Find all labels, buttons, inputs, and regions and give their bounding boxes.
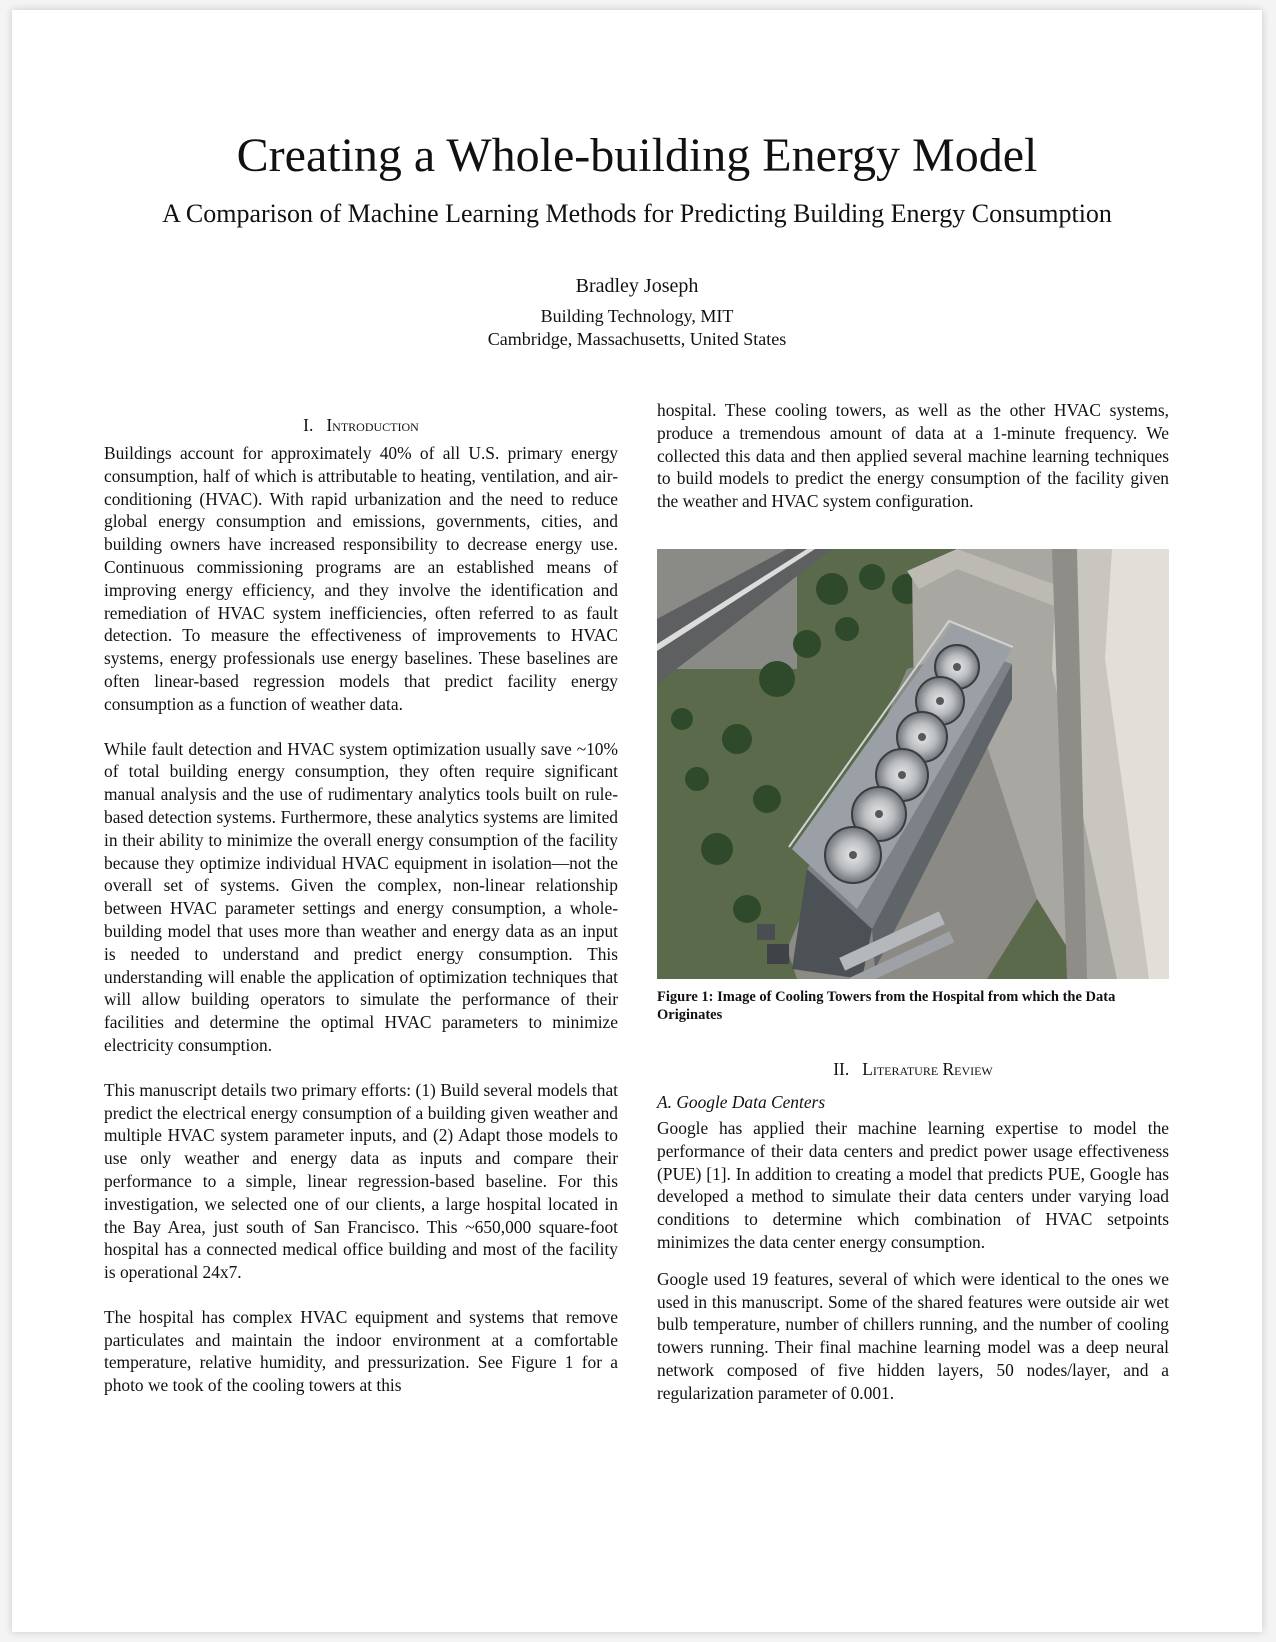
- intro-paragraph-2: While fault detection and HVAC system optimization usually save ~10% of total building energy consumption, they often require significant manual analysis and the use of rudimentary analytics tools built on rule-based detection systems. Furthermore, these analytics systems are limited in their ability to minimize the overall energy consumption of the facility because they optimize individual HVAC equipment in isolation—not the overall set of systems. Given the complex, non-linear relationship between HVAC parameter settings and energy consumption, a whole-building model that uses more than weather and energy data as an input is needed to understand and predict energy consumption. This understanding will enable the application of optimization techniques that will allow building operators to simulate the performance of their facilities and determine the optimal HVAC parameters to minimize electricity consumption.: [104, 738, 618, 1055]
- section-number: I.: [303, 415, 314, 435]
- literature-paragraph-1: Google has applied their machine learning expertise to model the performance of their data centers and predict power usage effectiveness (PUE) [1]. In addition to creating a model that predicts PUE, Google has developed a method to simulate their data centers under varying load conditions to determine which combination of HVAC setpoints minimizes the data center energy consumption.: [657, 1118, 1169, 1252]
- right-column-bottom: [657, 1091, 1169, 1405]
- author-name: Bradley Joseph: [575, 275, 699, 297]
- author-affiliation: Building Technology, MIT: [540, 306, 734, 326]
- figure-caption: Figure 1: Image of Cooling Towers from the Hospital from which the Data Originates: [657, 989, 1116, 1023]
- paper-title: Creating a Whole-building Energy Model: [236, 129, 1038, 182]
- section-heading-literature: [657, 1058, 1169, 1080]
- left-column: [104, 414, 618, 1397]
- paper-subtitle: A Comparison of Machine Learning Methods for Predicting Building Energy Consumption: [162, 199, 1112, 228]
- section-heading-introduction: [104, 414, 618, 436]
- section-number: II.: [833, 1059, 850, 1079]
- paper-page: [12, 10, 1262, 1632]
- intro-paragraph-continuation: hospital. These cooling towers, as well as the other HVAC systems, produce a tremendous amount of data at a 1-minute frequency. We collected this data and then applied several machine learning techniques to build models to predict the energy consumption of the facility given the weather and HVAC system configuration.: [657, 400, 1169, 512]
- intro-paragraph-3: This manuscript details two primary efforts: (1) Build several models that predict the electrical energy consumption of a building given weather and multiple HVAC system parameter inputs, and (2) Adapt those models to use only weather and energy data as inputs and compare their performance to a simple, linear regression-based baseline. For this investigation, we selected one of our clients, a large hospital located in the Bay Area, just south of San Francisco. This ~650,000 square-foot hospital has a connected medical office building and most of the facility is operational 24x7.: [104, 1079, 618, 1283]
- cooling-towers-photo: [657, 549, 1169, 979]
- author-location: Cambridge, Massachusetts, United States: [487, 329, 787, 349]
- cooling-towers-figure: [657, 549, 1169, 979]
- intro-paragraph-4: The hospital has complex HVAC equipment and systems that remove particulates and maintain the indoor environment at a comfortable temperature, relative humidity, and pressurization. See Figure 1 for a photo we took of the cooling towers at this: [104, 1306, 618, 1396]
- literature-paragraph-2: Google used 19 features, several of which were identical to the ones we used in this manuscript. Some of the shared features were outside air wet bulb temperature, number of chillers running, and the number of cooling towers running. Their final machine learning model was a deep neural network composed of five hidden layers, 50 nodes/layer, and a regularization parameter of 0.001.: [657, 1268, 1169, 1403]
- right-column-top: [657, 399, 1169, 513]
- section-title: Introduction: [326, 415, 419, 435]
- literature-heading-block: [657, 1058, 1169, 1086]
- intro-paragraph-1: Buildings account for approximately 40% of all U.S. primary energy consumption, half of which is attributable to heating, ventilation, and air-conditioning (HVAC). With rapid urbanization and the need to reduce global energy consumption and emissions, governments, cities, and building owners have increased responsibility to decrease energy use. Continuous commissioning programs are an established means of improving energy efficiency, and they involve the identification and remediation of HVAC system inefficiencies, often referred to as fault detection. To measure the effectiveness of improvements to HVAC systems, energy professionals use energy baselines. These baselines are often linear-based regression models that predict facility energy consumption as a function of weather data.: [104, 443, 618, 714]
- section-title: Literature Review: [862, 1059, 993, 1079]
- subsection-heading-google: A. Google Data Centers: [657, 1092, 826, 1112]
